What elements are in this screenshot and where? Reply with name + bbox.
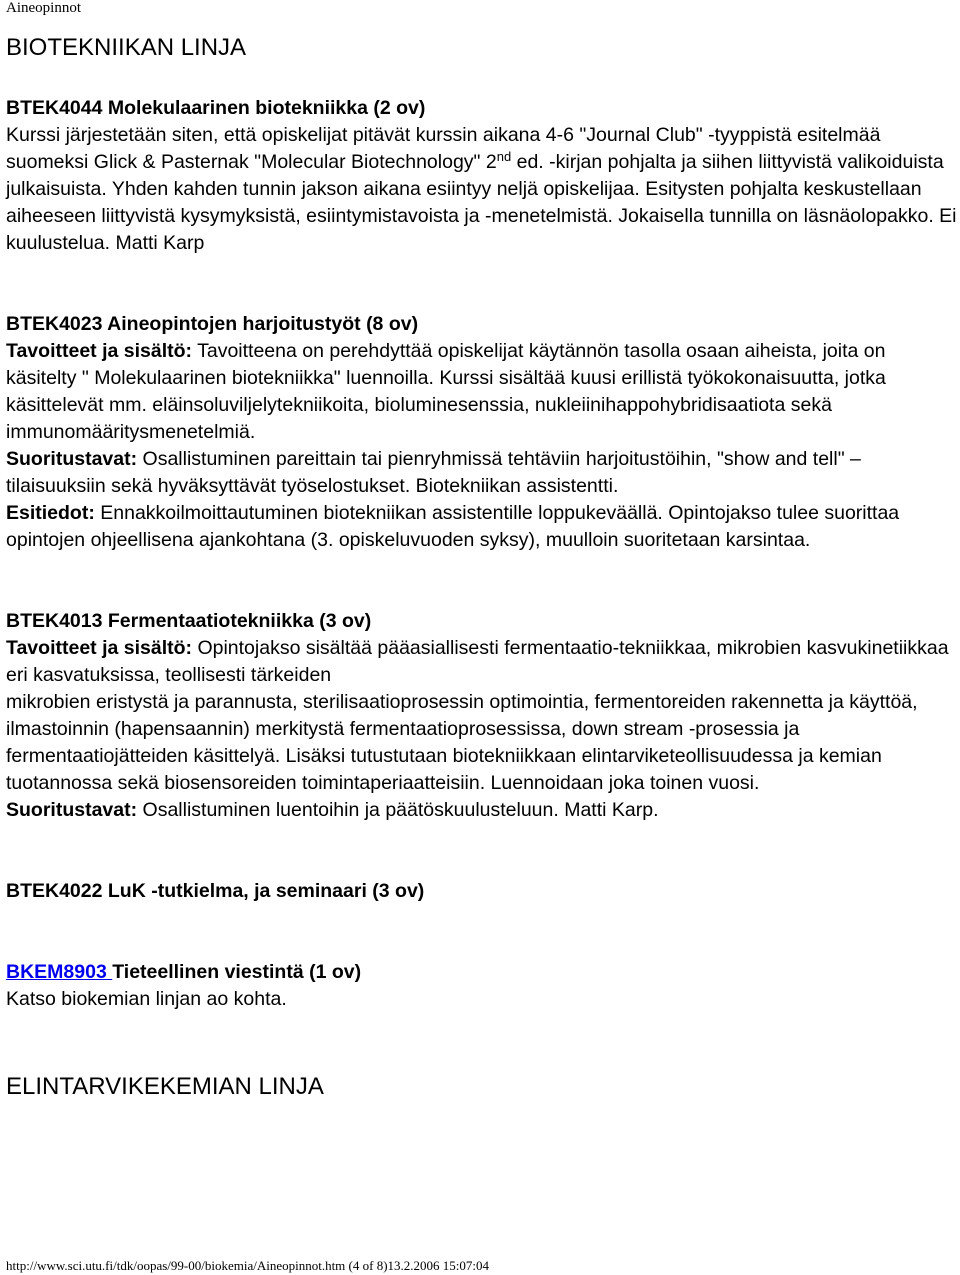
course-description: Katso biokemian linjan ao kohta. [6, 988, 287, 1010]
course-btek4013 [6, 608, 958, 824]
course-prerequisites: Esitiedot: Ennakkoilmoittautuminen biotekniikan assistentille loppukeväällä. Opintojakso tulee suorittaa opintojen ohjeellisena ajankohtana (3. opiskeluvuoden syksy), muulloin suoritetaan karsintaa. [6, 502, 900, 551]
course-btek4022 [6, 878, 958, 905]
course-btek4044 [6, 95, 958, 257]
course-method: Suoritustavat: Osallistuminen pareittain tai pienryhmissä tehtäviin harjoitustöihin, "show and tell" –tilaisuuksiin sekä hyväksyttävät työselostukset. Biotekniikan assistentti. [6, 448, 861, 497]
course-title: BKEM8903 Tieteellinen viestintä (1 ov) [6, 961, 362, 983]
course-title: BTEK4023 Aineopintojen harjoitustyöt (8 ov) [6, 313, 419, 335]
section-title-biotekniikka: BIOTEKNIIKAN LINJA [6, 34, 247, 61]
course-link-bkem8903[interactable]: BKEM8903 [6, 961, 113, 983]
course-goals-continued: mikrobien eristystä ja parannusta, sterilisaatioprosessin optimointia, fermentoreiden rakennetta ja käyttöä, ilmastoinnin (hapensaannin) merkitystä fermentaatioprosessissa, down stream -prosessia ja fermentaatiojätteiden käsittelyä. Lisäksi tutustutaan biotekniikkaan elintarviketeollisuudessa ja kemian tuotannossa sekä biosensoreiden toimintaperiaatteisiin. Luennoidaan joka toinen vuosi. [6, 691, 918, 794]
document-body [6, 30, 958, 1105]
course-title: BTEK4013 Fermentaatiotekniikka (3 ov) [6, 610, 372, 632]
course-method: Suoritustavat: Osallistuminen luentoihin ja päätöskuulusteluun. Matti Karp. [6, 799, 659, 821]
page-header: Aineopinnot [6, 0, 81, 16]
course-description: Kurssi järjestetään siten, että opiskelijat pitävät kurssin aikana 4-6 "Journal Club" -tyyppistä esitelmää suomeksi Glick & Pasternak "Molecular Biotechnology" 2nd ed. -kirjan pohjalta ja siihen liittyvistä valikoiduista julkaisuista. Yhden kahden tunnin jakson aikana esiintyy neljä opiskelijaa. Esitysten pohjalta keskustellaan aiheeseen liittyvistä kysymyksistä, esiintymistavoista ja -menetelmistä. Jokaisella tunnilla on läsnäolopakko. Ei kuulustelua. Matti Karp [6, 124, 957, 254]
course-btek4023 [6, 311, 958, 554]
course-bkem8903 [6, 959, 958, 1013]
course-goals: Tavoitteet ja sisältö: Tavoitteena on perehdyttää opiskelijat käytännön tasolla osaan aiheista, joita on käsitelty " Molekulaarinen biotekniikka" luennoilla. Kurssi sisältää kuusi erillistä työkokonaisuutta, jotka käsittelevät mm. eläinsoluviljelytekniikoita, bioluminesenssia, nukleiinihappohybridisaatiota sekä immunomääritysmenetelmiä. [6, 340, 886, 443]
page-footer-url: http://www.sci.utu.fi/tdk/oopas/99-00/biokemia/Aineopinnot.htm (4 of 8)13.2.2006 15:07:04 [6, 1258, 490, 1273]
course-title: BTEK4022 LuK -tutkielma, ja seminaari (3 ov) [6, 880, 425, 902]
course-title: BTEK4044 Molekulaarinen biotekniikka (2 ov) [6, 97, 426, 119]
course-goals: Tavoitteet ja sisältö: Opintojakso sisältää pääasiallisesti fermentaatio-tekniikkaa, mikrobien kasvukinetiikkaa eri kasvatuksissa, teollisesti tärkeiden [6, 637, 949, 686]
section-title-elintarvikekemia: ELINTARVIKEKEMIAN LINJA [6, 1073, 324, 1100]
